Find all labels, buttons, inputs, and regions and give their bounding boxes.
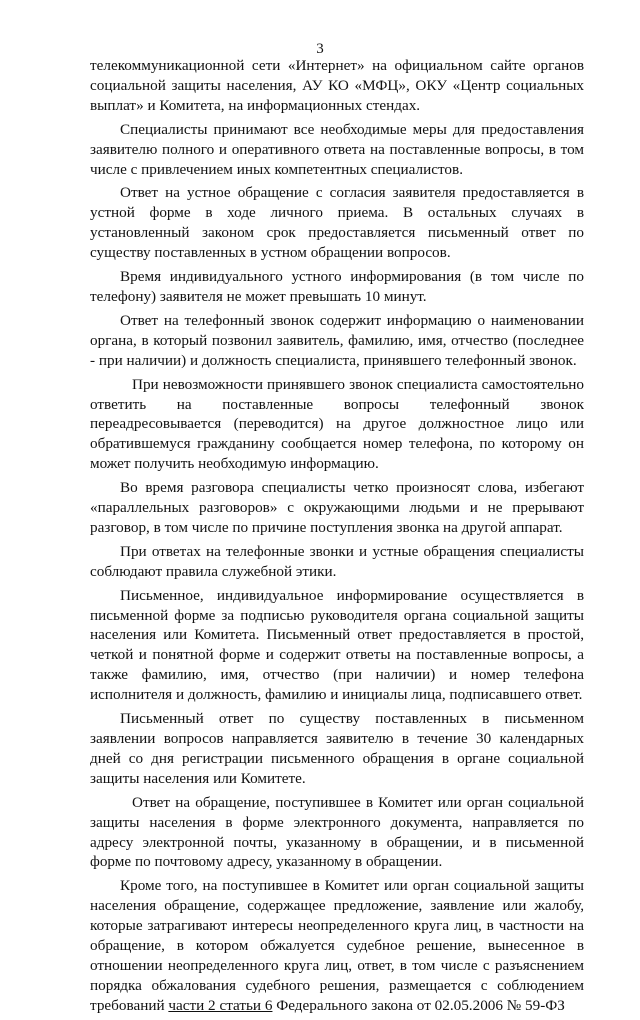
law-article-link[interactable]: части 2 статьи 6 xyxy=(168,996,273,1014)
paragraph-oral-response: Ответ на устное обращение с согласия заявителя предоставляется в устной форме в ходе личного приема. В остальных случаях в установленный законом срок предоставляется письменный ответ по существу поставленных в устном обращении вопросов. xyxy=(90,184,584,262)
paragraph-written-informing: Письменное, индивидуальное информирование осуществляется в письменной форме за подписью руководителя органа социальной защиты населения или Комитета. Письменный ответ предоставляется в простой, четкой и понятной форме и содержит ответы на поставленные вопросы, а также фамилию, имя, отчество (при наличии) и номер телефона исполнителя и должность, фамилию и инициалы лица, подписавшего ответ. xyxy=(90,586,584,704)
page-number: 3 xyxy=(316,41,324,57)
paragraph-written-response-term: Письменный ответ по существу поставленных в письменном заявлении вопросов направляется заявителю в течение 30 календарных дней со дня регистрации письменного обращения в органе социальной защиты населения или Комитете. xyxy=(90,710,584,787)
paragraph-oral-time-limit: Время индивидуального устного информирования (в том числе по телефону) заявителя не может превышать 10 минут. xyxy=(90,268,584,305)
paragraph-text-before-link: Кроме того, на поступившее в Комитет или орган социальной защиты населения обращение, содержащее предложение, заявление или жалобу, которые затрагивают интересы неопределенного круга лиц, в частности на обращение, в котором обжалуется судебное решение, вынесенное в отношении неопределенного круга лиц, ответ, в том числе с разъяснением порядка обжалования судебного решения, размещается с соблюдением требований xyxy=(90,877,584,1014)
paragraph-service-ethics: При ответах на телефонные звонки и устные обращения специалисты соблюдают правила служебной этики. xyxy=(90,542,584,580)
paragraph-phone-answer-content: Ответ на телефонный звонок содержит информацию о наименовании органа, в который позвонил заявитель, фамилию, имя, отчество (последнее - при наличии) и должность специалиста, принявшего телефонный звонок. xyxy=(90,311,584,369)
paragraph-call-redirect: При невозможности принявшего звонок специалиста самостоятельно ответить на поставленные вопросы телефонный звонок переадресовывается (переводится) на другое должностное лицо или обратившемуся гражданину сообщается номер телефона, по которому он может получить необходимую информацию. xyxy=(90,375,584,473)
paragraph-text-after-link: Федерального закона от 02.05.2006 № 59-ФЗ xyxy=(272,996,565,1014)
paragraph-electronic-response: Ответ на обращение, поступившее в Комитет или орган социальной защиты населения в форме электронного документа, направляется по адресу электронной почты, указанному в обращении, и в письменной форме по почтовому адресу, указанному в обращении. xyxy=(90,793,584,871)
paragraph-specialist-measures: Специалисты принимают все необходимые меры для предоставления заявителю полного и оперативного ответа на поставленные вопросы, в том числе с привлечением иных компетентных специалистов. xyxy=(90,120,584,178)
paragraph-public-interest-response xyxy=(90,876,584,1015)
paragraph-publication-channels: телекоммуникационной сети «Интернет» на официальном сайте органов социальной защиты населения, АУ КО «МФЦ», ОКУ «Центр социальных выплат» и Комитета, на информационных стендах. xyxy=(90,57,584,114)
document-body xyxy=(90,56,584,1020)
paragraph-conversation-rules: Во время разговора специалисты четко произносят слова, избегают «параллельных разговоров» с окружающими людьми и не прерывают разговор, в том числе по причине поступления звонка на другой аппарат. xyxy=(90,479,584,536)
